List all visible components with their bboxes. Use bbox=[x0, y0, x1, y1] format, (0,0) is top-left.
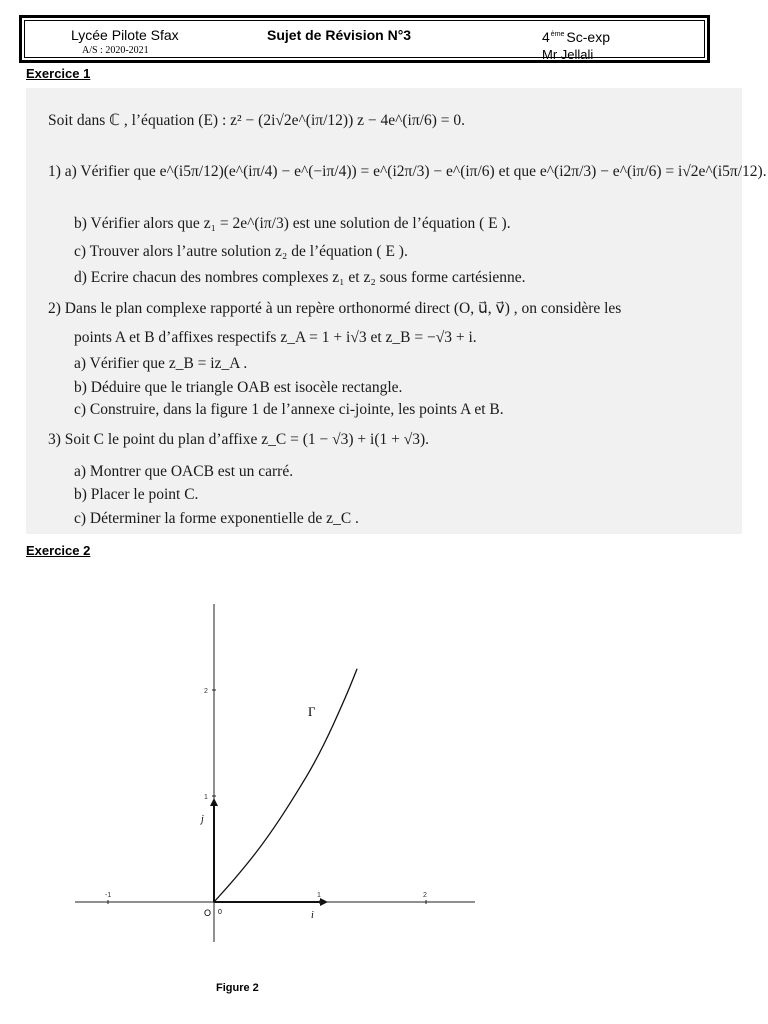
axis-ticks bbox=[105, 688, 427, 904]
x-tick-label: -1 bbox=[105, 892, 112, 899]
school-name: Lycée Pilote Sfax bbox=[71, 27, 179, 43]
i-vector-arrowhead bbox=[320, 898, 328, 906]
y-tick-label: 2 bbox=[204, 688, 208, 695]
document-title: Sujet de Révision N°3 bbox=[267, 27, 412, 43]
exercise1-intro: Soit dans ℂ , l’équation (E) : z² − (2i√2e^(iπ/12)) z − 4e^(iπ/6) = 0. bbox=[48, 112, 466, 129]
question-3: 3) Soit C le point du plan d’affixe z_C = (1 − √3) + i(1 + √3). bbox=[48, 431, 430, 448]
exercise2-heading: Exercice 2 bbox=[26, 543, 91, 558]
j-vector-label: j⃗ bbox=[201, 814, 212, 825]
question-2-points: points A et B d’affixes respectifs z_A = 1 + i√3 et z_B = −√3 + i. bbox=[74, 329, 477, 346]
class-superscript: ème bbox=[550, 31, 565, 38]
function-graph bbox=[70, 598, 490, 998]
question-3b: b) Placer le point C. bbox=[74, 486, 199, 503]
origin-zero-label: 0 bbox=[218, 909, 222, 916]
class-level bbox=[542, 29, 610, 45]
header-box bbox=[19, 15, 710, 63]
class-number: 4 bbox=[542, 29, 550, 45]
x-tick-label: 1 bbox=[317, 892, 321, 899]
teacher-name: Mr Jellali bbox=[542, 47, 594, 62]
j-vector-arrowhead bbox=[210, 798, 218, 806]
question-2a: a) Vérifier que z_B = iz_A . bbox=[74, 355, 248, 372]
question-2c: c) Construire, dans la figure 1 de l’annexe ci-jointe, les points A et B. bbox=[74, 401, 504, 418]
question-2b: b) Déduire que le triangle OAB est isocèle rectangle. bbox=[74, 379, 403, 396]
class-section: Sc-exp bbox=[566, 29, 610, 45]
origin-label: O bbox=[204, 908, 212, 918]
x-tick-label: 2 bbox=[423, 892, 427, 899]
school-year: A/S : 2020-2021 bbox=[82, 45, 149, 56]
question-1d: d) Ecrire chacun des nombres complexes z₁ et z₂ sous forme cartésienne. bbox=[74, 269, 526, 286]
figure-caption: Figure 2 bbox=[216, 982, 259, 994]
question-1a: 1) a) Vérifier que e^(i5π/12)(e^(iπ/4) − e^(−iπ/4)) = e^(i2π/3) − e^(iπ/6) et que e^(i2π/3) − e^(iπ/6) = i√2e^(i5π/12). bbox=[48, 163, 767, 180]
question-1b: b) Vérifier alors que z₁ = 2e^(iπ/3) est une solution de l’équation ( E ). bbox=[74, 215, 511, 232]
exercise1-heading: Exercice 1 bbox=[26, 66, 91, 81]
question-2: 2) Dans le plan complexe rapporté à un repère orthonormé direct (O, u⃗, v⃗) , on considère les bbox=[48, 300, 622, 317]
question-3a: a) Montrer que OACB est un carré. bbox=[74, 463, 294, 480]
exercise1-scan bbox=[26, 88, 767, 534]
i-vector-label: i⃗ bbox=[311, 910, 322, 921]
question-3c: c) Déterminer la forme exponentielle de z_C . bbox=[74, 510, 359, 527]
y-tick-label: 1 bbox=[204, 794, 208, 801]
curve-label: Γ bbox=[308, 704, 316, 719]
header-inner-border bbox=[24, 20, 705, 62]
question-1c: c) Trouver alors l’autre solution z₂ de l’équation ( E ). bbox=[74, 243, 408, 260]
curve-gamma bbox=[214, 669, 357, 902]
